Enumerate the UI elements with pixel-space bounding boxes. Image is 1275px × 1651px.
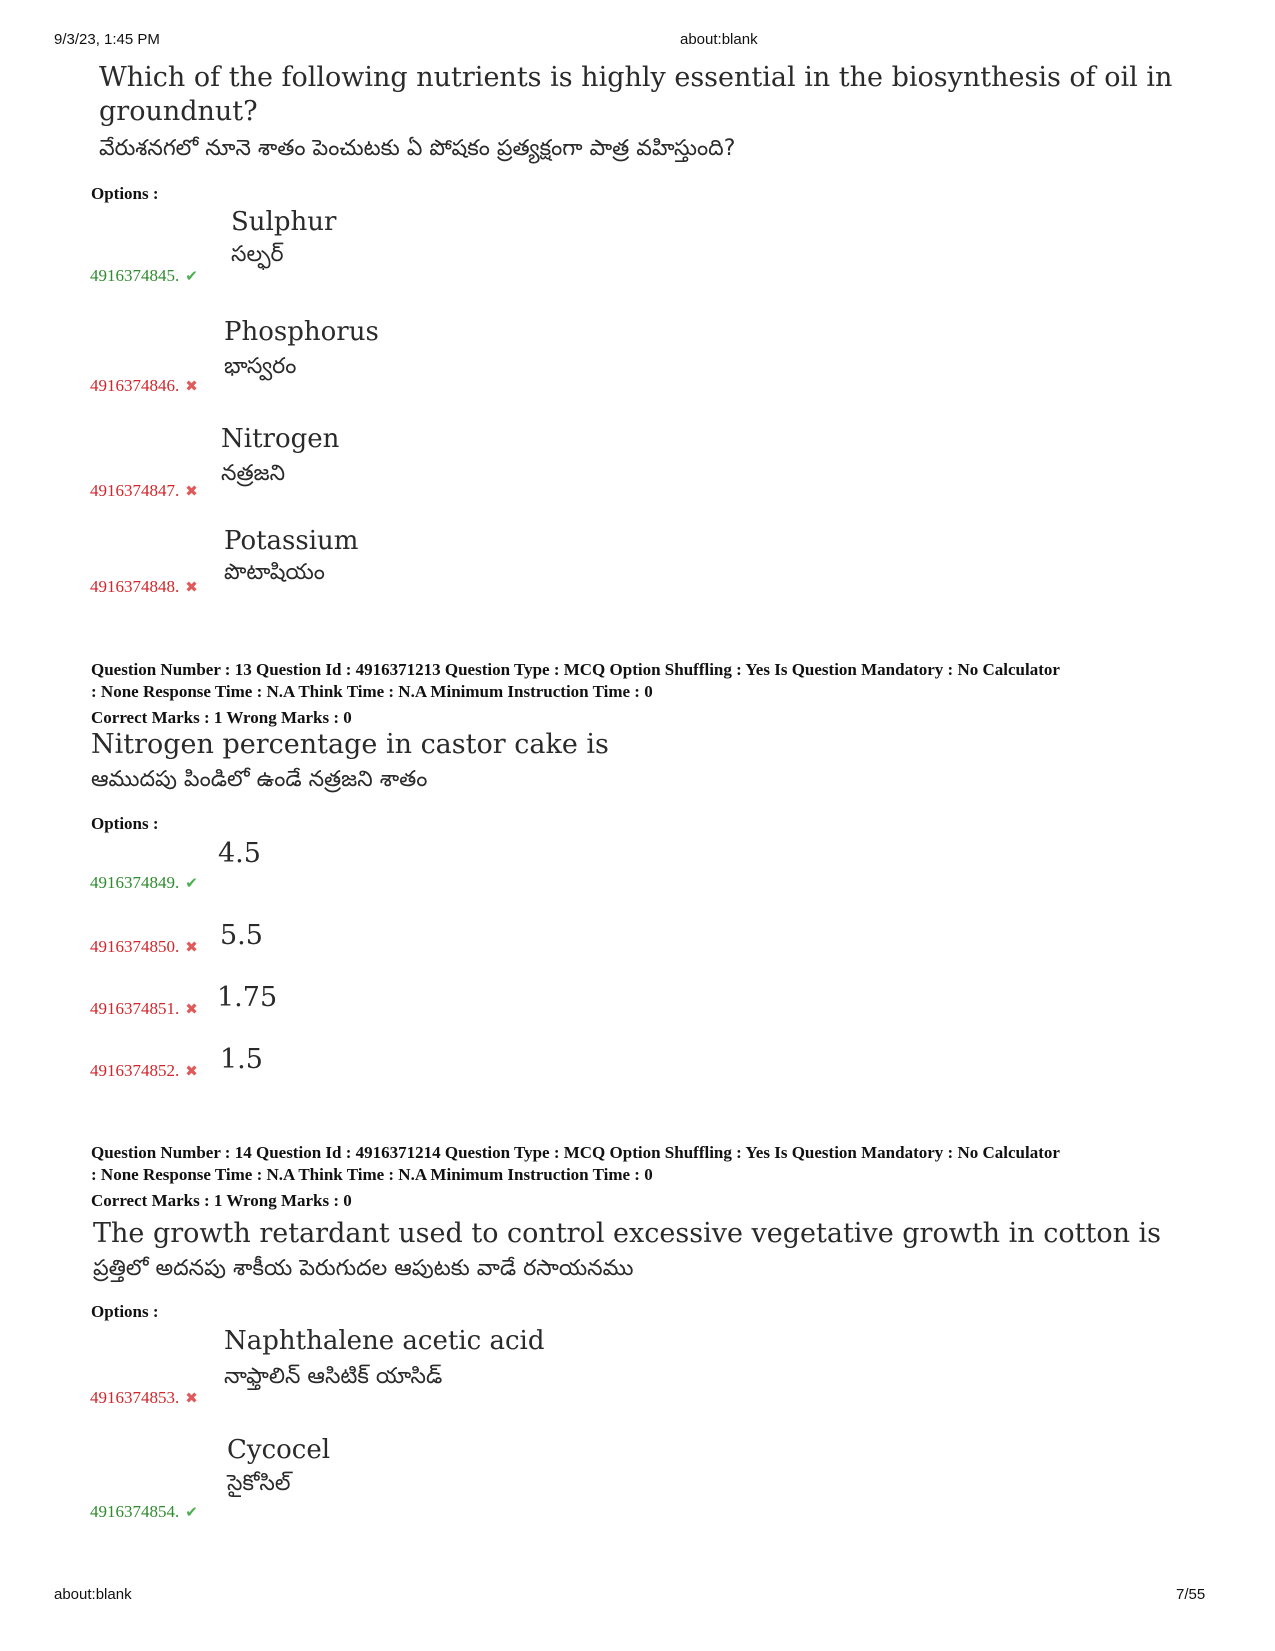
option-id: 4916374850. [90,937,180,956]
option-text-te: నాఫ్తాలిన్ ఆసిటిక్ యాసిడ్ [224,1364,443,1389]
question-12-text-line2: groundnut? [99,96,258,127]
options-label: Options : [91,1302,159,1321]
option-value: 1.75 [217,982,278,1013]
question-13-meta-line1: Question Number : 13 Question Id : 4916371213 Question Type : MCQ Option Shuffling : Yes Is Question Mandatory : No Calculator [91,660,1060,679]
option-value: 1.5 [220,1044,263,1075]
option-text-te: పొటాషియం [224,560,325,585]
option-value: 5.5 [220,920,263,951]
option-row [90,999,198,1019]
option-text-te: సల్ఫర్ [231,242,284,267]
check-icon: ✔ [185,874,198,892]
option-text-en: Naphthalene acetic acid [224,1326,545,1356]
question-13-marks: Correct Marks : 1 Wrong Marks : 0 [91,708,352,727]
cross-icon: ✖ [185,578,198,596]
option-row [90,1388,198,1408]
page-number: 7/55 [1176,1586,1206,1603]
option-row [90,1061,198,1081]
cross-icon: ✖ [185,938,198,956]
option-text-en: Nitrogen [221,424,340,454]
cross-icon: ✖ [185,1062,198,1080]
option-id: 4916374852. [90,1061,180,1080]
option-text-en: Sulphur [231,207,337,237]
option-id: 4916374846. [90,376,180,395]
check-icon: ✔ [185,1503,198,1521]
option-id: 4916374849. [90,873,180,892]
cross-icon: ✖ [185,377,198,395]
option-id: 4916374847. [90,481,180,500]
options-label: Options : [91,814,159,833]
option-row [90,481,198,501]
question-13-text-telugu: ఆముదపు పిండిలో ఉండే నత్రజని శాతం [91,767,428,792]
option-text-en: Phosphorus [224,317,379,347]
question-14-text-telugu: ప్రత్తిలో అదనపు శాకీయ పెరుగుదల ఆపుటకు వాడే రసాయనము [93,1256,634,1281]
cross-icon: ✖ [185,1389,198,1407]
option-id: 4916374851. [90,999,180,1018]
question-14-marks: Correct Marks : 1 Wrong Marks : 0 [91,1191,352,1210]
cross-icon: ✖ [185,1000,198,1018]
option-id: 4916374853. [90,1388,180,1407]
check-icon: ✔ [185,267,198,285]
option-id: 4916374845. [90,266,180,285]
question-12-text-telugu: వేరుశనగలో నూనె శాతం పెంచుటకు ఏ పోషకం ప్రత్యక్షంగా పాత్ర వహిస్తుంది? [99,136,736,161]
question-13-meta-line2: : None Response Time : N.A Think Time : N.A Minimum Instruction Time : 0 [91,682,653,701]
option-text-te: భాస్వరం [224,354,297,379]
question-12-text-line1: Which of the following nutrients is highly essential in the biosynthesis of oil in [99,62,1173,93]
option-text-te: సైకోసిల్ [227,1471,291,1496]
question-14-meta-line1: Question Number : 14 Question Id : 4916371214 Question Type : MCQ Option Shuffling : Yes Is Question Mandatory : No Calculator [91,1143,1060,1162]
print-url: about:blank [54,1586,132,1603]
option-value: 4.5 [218,838,261,869]
option-text-en: Potassium [224,526,359,556]
options-label: Options : [91,184,159,203]
question-14-text: The growth retardant used to control excessive vegetative growth in cotton is [93,1218,1162,1249]
option-text-te: నత్రజని [221,461,286,486]
option-row [90,937,198,957]
print-title: about:blank [680,31,758,48]
question-14-meta-line2: : None Response Time : N.A Think Time : N.A Minimum Instruction Time : 0 [91,1165,653,1184]
option-row [90,376,198,396]
option-id: 4916374848. [90,577,180,596]
option-row [90,873,198,893]
print-datetime: 9/3/23, 1:45 PM [54,31,160,48]
cross-icon: ✖ [185,482,198,500]
option-row [90,1502,198,1522]
option-id: 4916374854. [90,1502,180,1521]
option-text-en: Cycocel [227,1435,331,1465]
option-row [90,577,198,597]
question-13-text: Nitrogen percentage in castor cake is [91,729,609,760]
option-row [90,266,198,286]
